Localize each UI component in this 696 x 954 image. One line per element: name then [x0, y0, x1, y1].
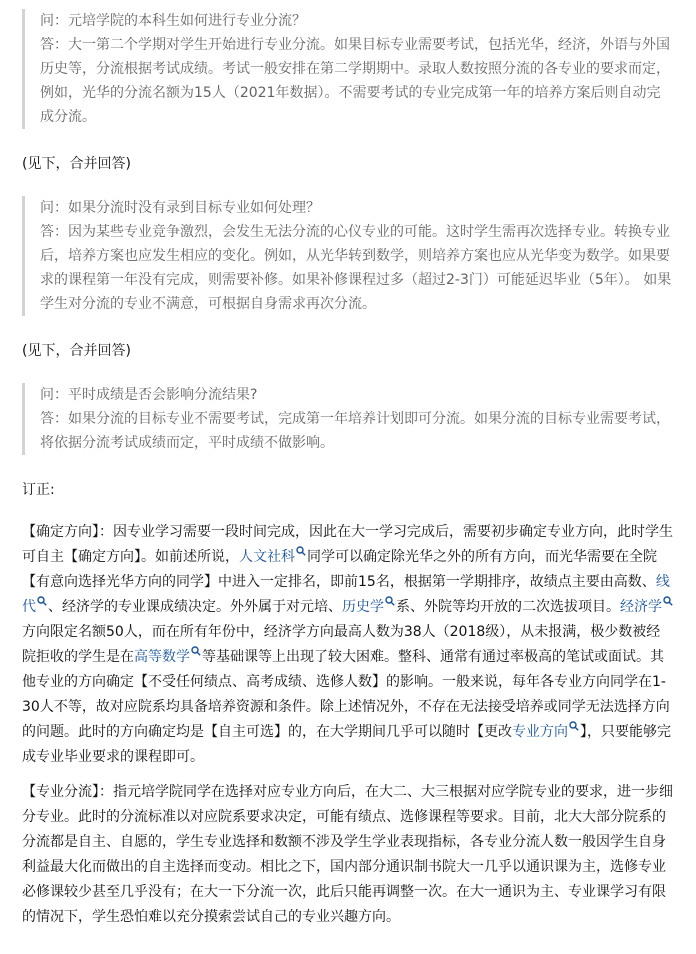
search-icon [37, 596, 47, 606]
blockquote-qa-1 [22, 9, 674, 129]
paragraph-text: 同学可以确定除光华之外的所有方向，而光华需要在全院【有意向选择光华方向的同学】中进入一定排名，即前15名，根据第一学期排序，故绩点主要由高数、 [22, 549, 657, 590]
search-icon [663, 596, 673, 606]
blockquote-qa-2 [22, 196, 674, 316]
diversion-paragraph [22, 780, 674, 930]
paragraph-text: 【确定方向】：因专业学习需要一段时间完成，因此在大一学习完成后，需要初步确定专业方向，此时学生可自主【确定方向】。如前述所说， [22, 524, 673, 565]
merged-answer-note: (见下，合并回答) [22, 343, 131, 359]
correction-heading: 订正: [22, 482, 55, 498]
link-xiandai[interactable]: 线代 [22, 574, 670, 615]
answer-text: 答：大一第二个学期对学生开始进行专业分流。如果目标专业需要考试，包括光华，经济，外语与外国历史等，分流根据考试成绩。考试一般安排在第二学期期中。录取人数按照分流的各专业的要求而定，例如，光华的分流名额为15人（2021年数据）。不需要考试的专业完成第一年的培养方案后则自动完成分流。 [40, 37, 670, 125]
link-zhuanye[interactable]: 专业方向 [512, 724, 580, 740]
paragraph-text: 等基础课等上出现了较大困难。整科、通常有通过率极高的笔试或面试。其他专业的方向确定【不受任何绩点、高考成绩、选修人数】的影响。一般来说，每年各专业方向同学在1-30人不等，故对应院系均具备培养资源和条件。除上述情况外，不存在无法接受培养或同学无法选择方向的问题。此时的方向确定均是【自主可选】的，在大学期间几乎可以随时【更改 [22, 649, 670, 740]
paragraph-text: 、经济学的专业课成绩决定。外外属于对元培、 [48, 599, 342, 615]
link-renwen[interactable]: 人文社科 [239, 549, 307, 565]
direction-paragraph [22, 520, 674, 770]
merged-answer-note: (见下，合并回答) [22, 156, 131, 172]
search-icon [296, 546, 306, 556]
blockquote-qa-3 [22, 383, 674, 455]
paragraph-text: 】，只要能够完成专业毕业要求的课程即可。 [22, 724, 671, 765]
answer-text: 答：因为某些专业竞争激烈，会发生无法分流的心仪专业的可能。这时学生需再次选择专业。转换专业后，培养方案也应发生相应的变化。例如，从光华转到数学，则培养方案也应从光华变为数学。如果要求的课程第一年没有完成，则需要补修。如果补修课程过多（超过2-3门）可能延迟毕业（5年）。 如果学生对分流的专业不满意，可根据自身需求再次分流。 [40, 224, 672, 312]
search-icon [569, 721, 579, 731]
question-text: 问：如果分流时没有录到目标专业如何处理？ [40, 200, 320, 216]
paragraph-text: 方向限定名额50人，而在所有年份中，经济学方向最高人数为38人（2018级），从未报满，极少数被经院拒收的学生是在 [22, 624, 661, 665]
paragraph-text: 【专业分流】：指元培学院同学在选择对应专业方向后，在大二、大三根据对应学院专业的要求，进一步细分专业。此时的分流标准以对应院系要求决定，可能有绩点、选修课程等要求。目前，北大大部分院系的分流都是自主、自愿的，学生专业选择和数额不涉及学生学业表现指标，各专业分流人数一般因学生自身利益最大化而做出的自主选择而变动。相比之下，国内部分通识制书院大一几乎以通识课为主，选修专业必修课较少甚至几乎没有；在大一下分流一次，此后只能再调整一次。在大一通识为主、专业课学习有限的情况下，学生恐怕难以充分摸索尝试自己的专业兴趣方向。 [22, 784, 673, 925]
search-icon [191, 646, 201, 656]
link-jingji[interactable]: 经济学 [620, 599, 674, 615]
paragraph-text: 系、外院等均开放的二次选拔项目。 [396, 599, 620, 615]
answer-text: 答：如果分流的目标专业不需要考试，完成第一年培养计划即可分流。如果分流的目标专业需要考试，将依据分流考试成绩而定，平时成绩不做影响。 [40, 411, 670, 451]
search-icon [385, 596, 395, 606]
question-text: 问：平时成绩是否会影响分流结果? [40, 387, 258, 403]
link-lishi[interactable]: 历史学 [342, 599, 396, 615]
link-gaoshu[interactable]: 高等数学 [134, 649, 202, 665]
question-text: 问：元培学院的本科生如何进行专业分流？ [40, 13, 306, 29]
